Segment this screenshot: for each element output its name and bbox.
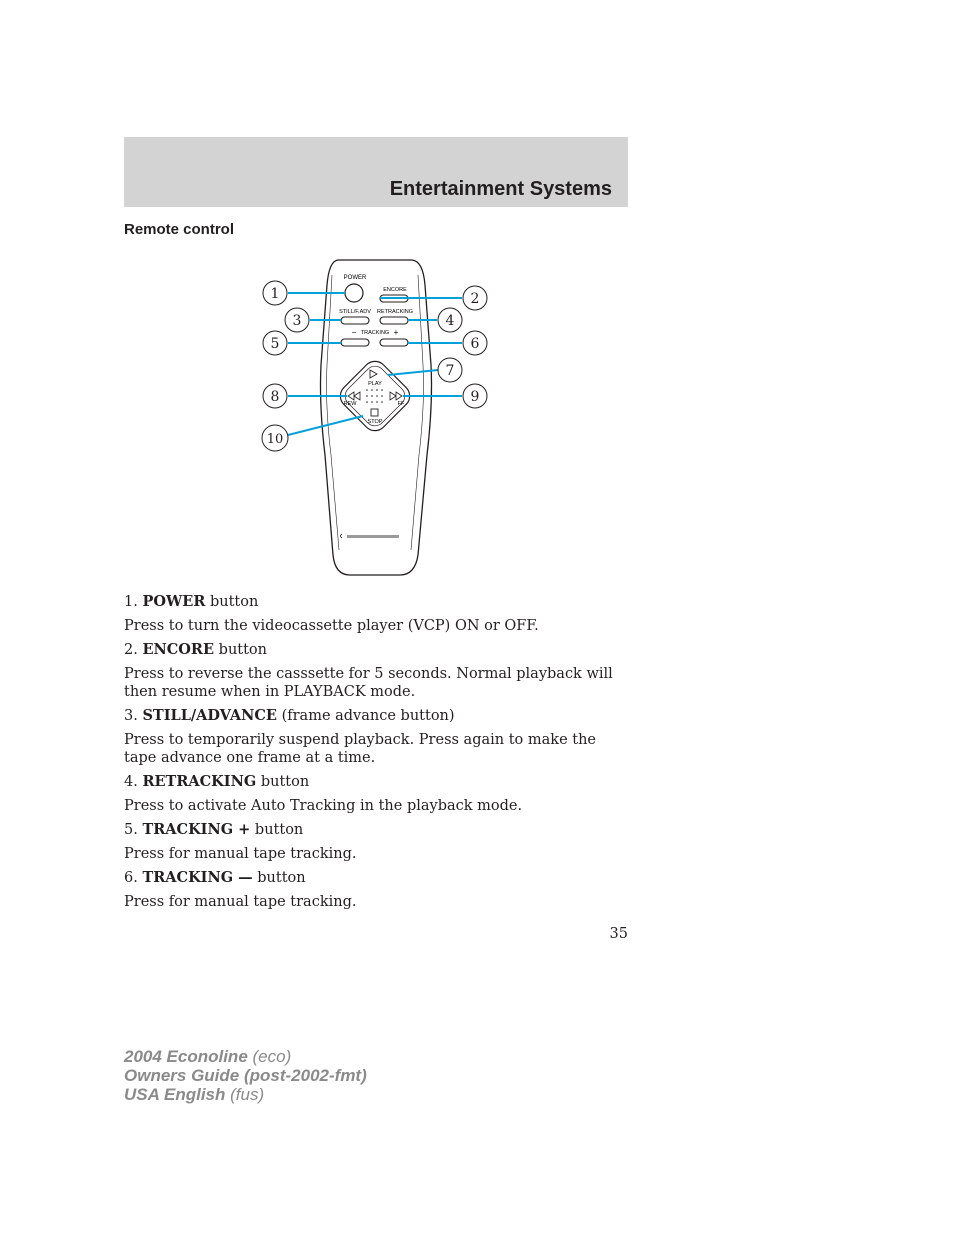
item-description: Press for manual tape tracking. — [124, 894, 357, 910]
page-number: 35 — [609, 926, 628, 942]
item-title: 1. POWER button — [124, 593, 259, 610]
power-button — [345, 284, 363, 302]
callout-3: 3 — [292, 313, 302, 329]
still-adv-button — [341, 317, 369, 324]
item-description: Press to reverse the casssette for 5 seconds. Normal playback will then resume when in PLAYBACK mode. — [124, 666, 613, 700]
encore-label: ENCORE — [383, 287, 407, 293]
footer-line-1: 2004 Econoline (eco) — [124, 1047, 292, 1066]
brand-mark — [347, 535, 399, 538]
callout-6: 6 — [470, 336, 480, 352]
footer — [124, 1047, 367, 1104]
remote-control-diagram — [255, 255, 500, 580]
tracking-plus-label: + — [393, 328, 399, 337]
header-band — [124, 137, 628, 207]
tracking-label: TRACKING — [360, 330, 390, 336]
play-label: PLAY — [368, 381, 382, 387]
item-title: 5. TRACKING + button — [124, 821, 304, 838]
callout-9: 9 — [470, 389, 480, 405]
callout-2: 2 — [470, 291, 480, 307]
retracking-label: RETRACKING — [376, 309, 414, 315]
stop-label: STOP — [367, 419, 383, 425]
still-adv-label: STILL/F.ADV — [339, 309, 371, 315]
footer-line-2: Owners Guide (post-2002-fmt) — [124, 1066, 367, 1085]
item-title: 2. ENCORE button — [124, 641, 267, 658]
tracking-minus-button — [380, 339, 408, 346]
section-heading: Remote control — [124, 221, 235, 238]
callout-8: 8 — [270, 389, 280, 405]
remote-control-svg — [255, 255, 500, 580]
page-title: Entertainment Systems — [389, 178, 612, 200]
callout-1: 1 — [270, 286, 280, 302]
item-title: 6. TRACKING — button — [124, 869, 306, 886]
item-description: Press to turn the videocassette player (VCP) ON or OFF. — [124, 618, 539, 634]
retracking-button — [380, 317, 408, 324]
item-title: 3. STILL/ADVANCE (frame advance button) — [124, 707, 455, 724]
item-description: Press to activate Auto Tracking in the playback mode. — [124, 798, 523, 814]
stop-icon — [371, 409, 378, 416]
rew-label: REW — [343, 401, 357, 407]
callout-4: 4 — [445, 313, 455, 329]
callout-10: 10 — [266, 432, 284, 447]
button-descriptions — [124, 593, 624, 917]
callout-5: 5 — [270, 336, 280, 352]
item-description: Press for manual tape tracking. — [124, 846, 357, 862]
tracking-minus-label: − — [351, 328, 357, 337]
callout-7: 7 — [445, 363, 455, 379]
ff-label: FF — [397, 401, 405, 407]
power-label: POWER — [343, 275, 367, 281]
footer-line-3: USA English (fus) — [124, 1085, 265, 1104]
item-title: 4. RETRACKING button — [124, 773, 310, 790]
item-description: Press to temporarily suspend playback. Press again to make the tape advance one frame at a time. — [124, 732, 597, 766]
tracking-plus-button — [341, 339, 369, 346]
